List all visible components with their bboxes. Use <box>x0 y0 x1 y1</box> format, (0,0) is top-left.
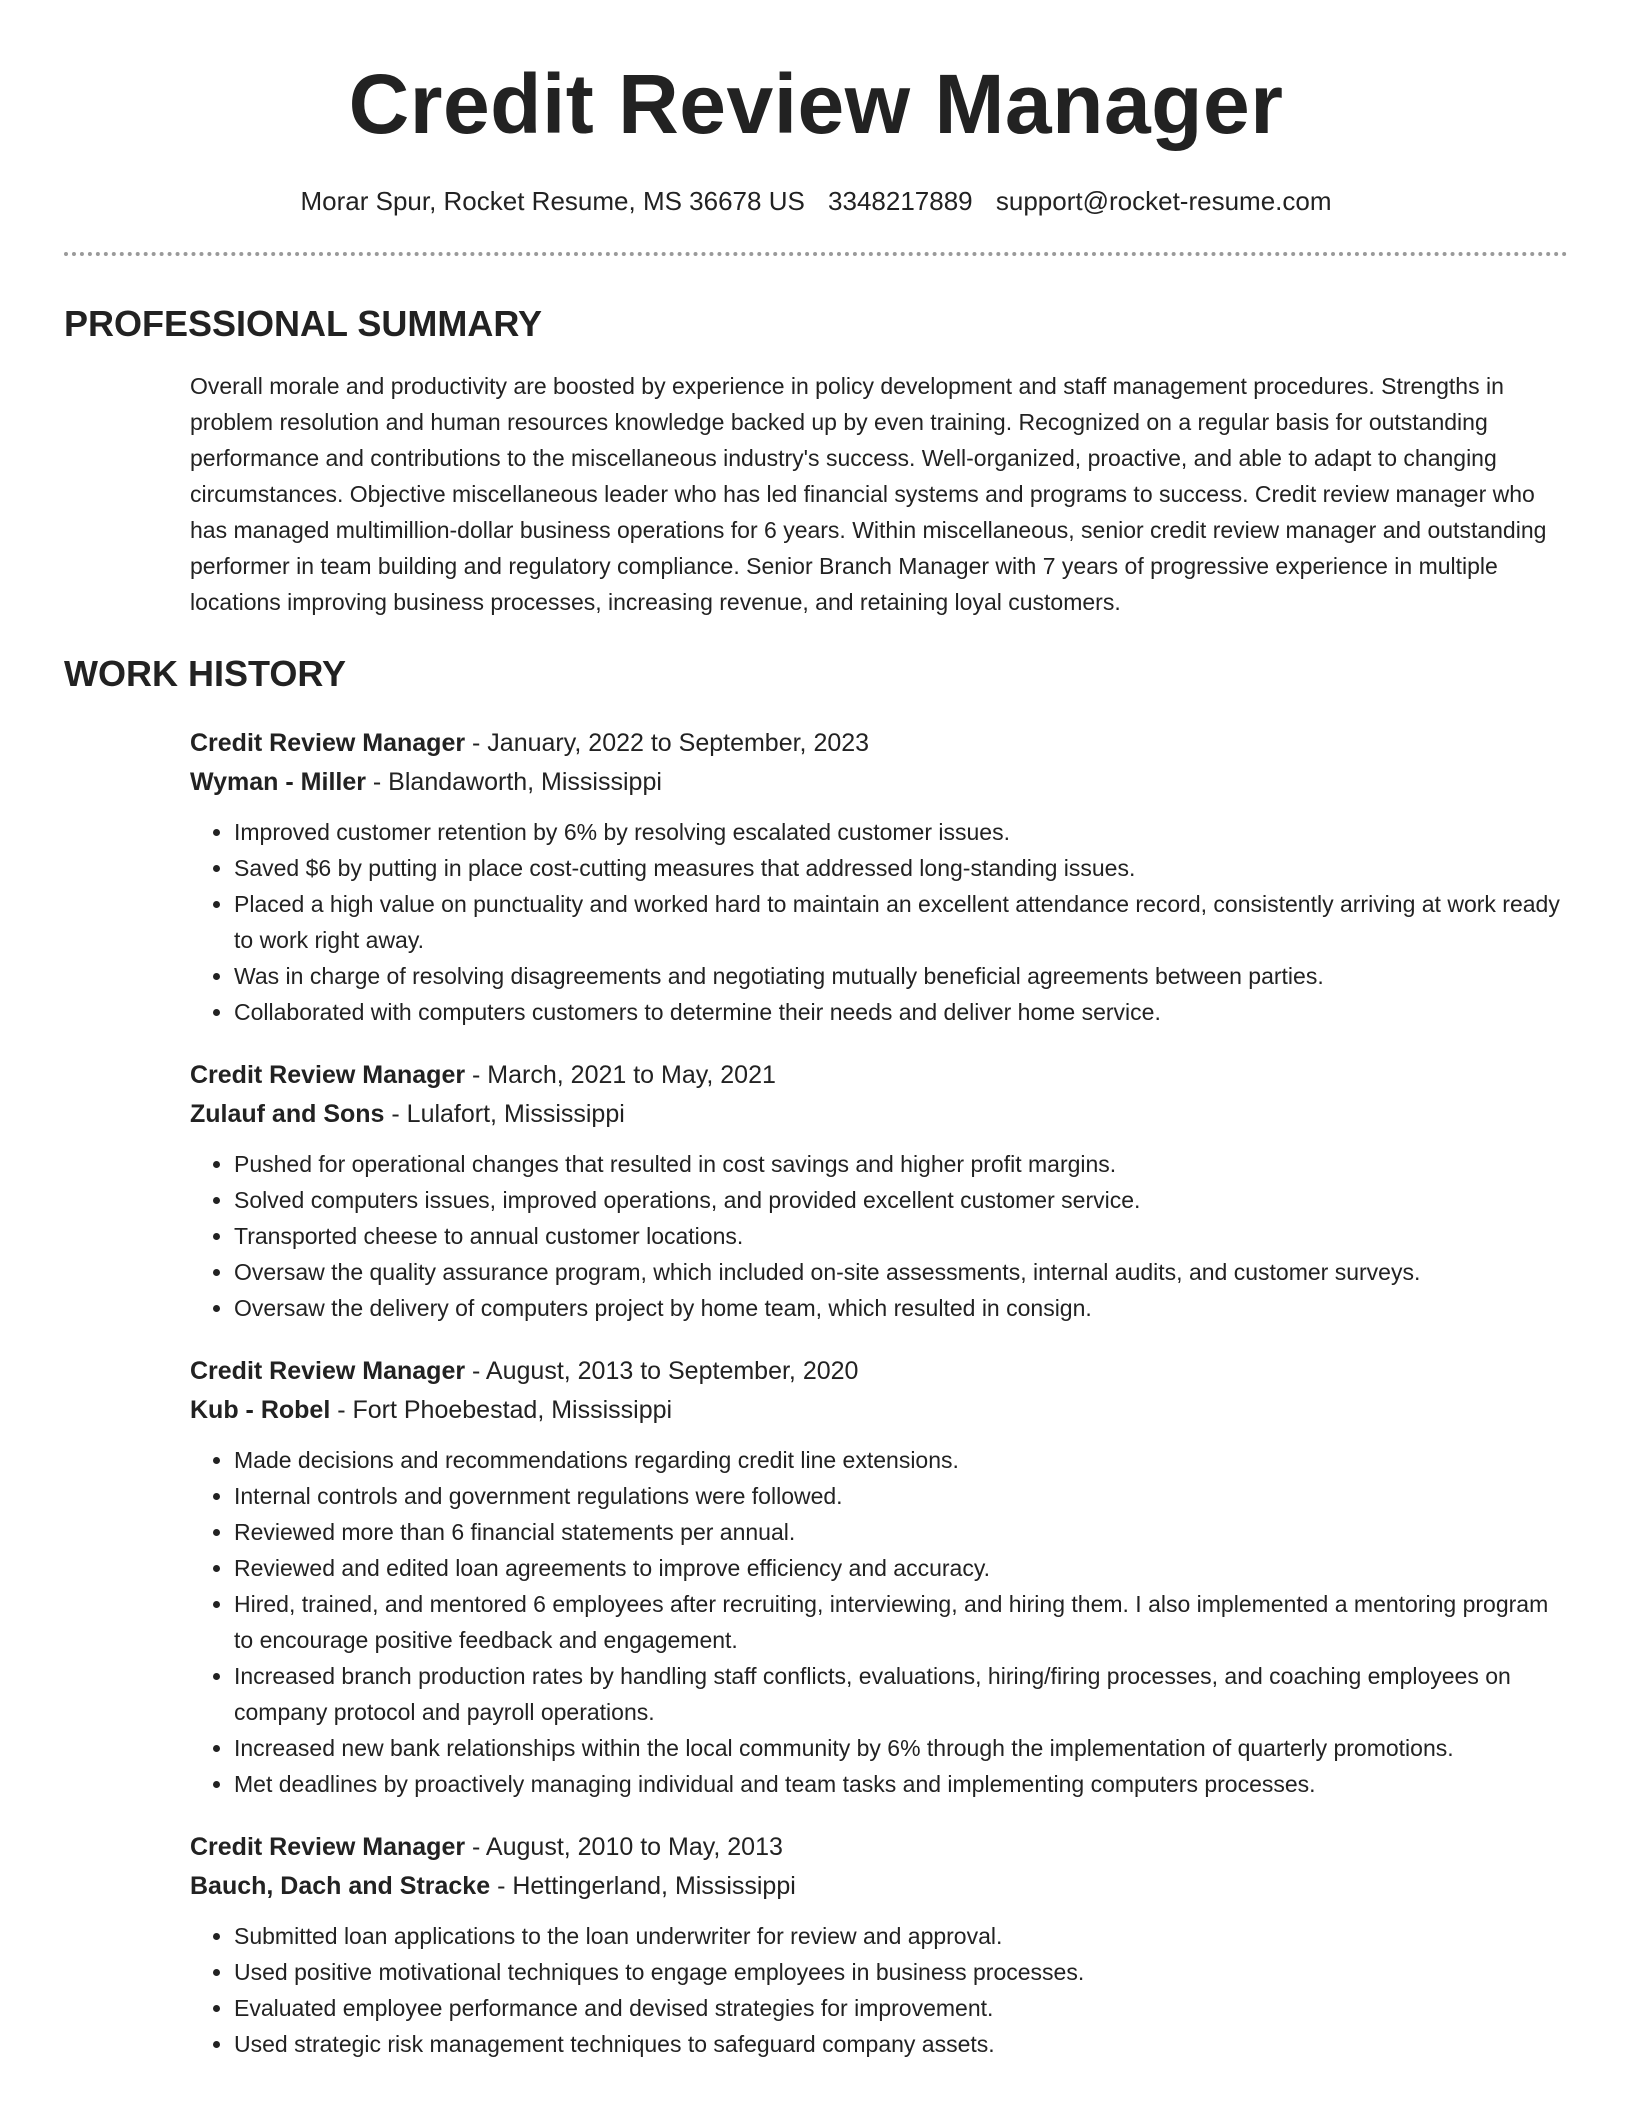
job-bullet: • Saved $6 by putting in place cost-cutting measures that addressed long-standing issues. <box>234 850 1568 886</box>
job-bullet: • Used positive motivational techniques to engage employees in business processes. <box>234 1954 1568 1990</box>
header-divider <box>64 252 1568 256</box>
job-role: Credit Review Manager <box>190 729 466 757</box>
job-entry <box>190 1056 1568 1326</box>
job-bullet: • Evaluated employee performance and devised strategies for improvement. <box>234 1990 1568 2026</box>
contact-phone: 3348217889 <box>828 186 973 216</box>
job-bullet: • Reviewed and edited loan agreements to improve efficiency and accuracy. <box>234 1550 1568 1586</box>
job-bullet: • Oversaw the delivery of computers project by home team, which resulted in consign. <box>234 1290 1568 1326</box>
job-company: Wyman - Miller <box>190 768 366 796</box>
contact-address: Morar Spur, Rocket Resume, MS 36678 US <box>300 186 805 216</box>
job-location: - Blandaworth, Mississippi <box>365 768 662 796</box>
contact-line <box>64 184 1568 218</box>
job-dates: - March, 2021 to May, 2021 <box>465 1061 776 1089</box>
job-entry <box>190 1828 1568 2062</box>
job-bullet: • Solved computers issues, improved operations, and provided excellent customer service. <box>234 1182 1568 1218</box>
job-bullet: • Hired, trained, and mentored 6 employees after recruiting, interviewing, and hiring them. I also implemented a mentoring program to encourage positive feedback and engagement. <box>234 1586 1568 1658</box>
job-company-line <box>190 1391 1568 1430</box>
job-dates: - August, 2013 to September, 2020 <box>465 1357 859 1385</box>
job-bullet: • Was in charge of resolving disagreements and negotiating mutually beneficial agreements between parties. <box>234 958 1568 994</box>
job-company-line <box>190 1095 1568 1134</box>
job-entry <box>190 724 1568 1030</box>
job-company: Zulauf and Sons <box>190 1100 385 1128</box>
job-role: Credit Review Manager <box>190 1357 466 1385</box>
job-bullet-list <box>190 1918 1568 2062</box>
job-bullet-list <box>190 814 1568 1030</box>
job-bullet: • Met deadlines by proactively managing individual and team tasks and implementing computers processes. <box>234 1766 1568 1802</box>
job-role: Credit Review Manager <box>190 1833 466 1861</box>
job-location: - Lulafort, Mississippi <box>384 1100 625 1128</box>
job-role-line <box>190 1828 1568 1867</box>
job-bullet: • Submitted loan applications to the loan underwriter for review and approval. <box>234 1918 1568 1954</box>
job-bullet: • Pushed for operational changes that resulted in cost savings and higher profit margins. <box>234 1146 1568 1182</box>
job-bullet: • Transported cheese to annual customer locations. <box>234 1218 1568 1254</box>
job-bullet: • Internal controls and government regulations were followed. <box>234 1478 1568 1514</box>
job-bullet-list <box>190 1146 1568 1326</box>
job-bullet: • Collaborated with computers customers to determine their needs and deliver home service. <box>234 994 1568 1030</box>
summary-text: Overall morale and productivity are boosted by experience in policy development and staff management procedures. Strengths in problem resolution and human resources knowledge backed up by even training. Recognized on a regular basis for outstanding performance and contributions to the miscellaneous industry's success. Well-organized, proactive, and able to adapt to changing circumstances. Objective miscellaneous leader who has led financial systems and programs to success. Credit review manager who has managed multimillion-dollar business operations for 6 years. Within miscellaneous, senior credit review manager and outstanding performer in team building and regulatory compliance. Senior Branch Manager with 7 years of progressive experience in multiple locations improving business processes, increasing revenue, and retaining loyal customers. <box>190 373 1547 615</box>
job-location: - Fort Phoebestad, Mississippi <box>330 1396 673 1424</box>
job-company-line <box>190 1867 1568 1906</box>
job-bullet: • Oversaw the quality assurance program, which included on-site assessments, internal audits, and customer surveys. <box>234 1254 1568 1290</box>
job-bullet: • Made decisions and recommendations regarding credit line extensions. <box>234 1442 1568 1478</box>
summary-heading: PROFESSIONAL SUMMARY <box>64 303 543 344</box>
job-bullet: • Increased new bank relationships within the local community by 6% through the implementation of quarterly promotions. <box>234 1730 1568 1766</box>
job-bullet-list <box>190 1442 1568 1802</box>
job-bullet: • Used strategic risk management techniques to safeguard company assets. <box>234 2026 1568 2062</box>
resume-header <box>64 0 1568 218</box>
job-company-line <box>190 763 1568 802</box>
work-history-section <box>64 724 1568 2062</box>
job-company: Bauch, Dach and Stracke <box>190 1872 491 1900</box>
job-dates: - August, 2010 to May, 2013 <box>465 1833 783 1861</box>
job-bullet: • Increased branch production rates by handling staff conflicts, evaluations, hiring/firing processes, and coaching employees on company protocol and payroll operations. <box>234 1658 1568 1730</box>
work-history-heading: WORK HISTORY <box>64 653 347 694</box>
job-location: - Hettingerland, Mississippi <box>490 1872 796 1900</box>
job-entry <box>190 1352 1568 1802</box>
job-role-line <box>190 1352 1568 1391</box>
job-role-line <box>190 724 1568 763</box>
job-dates: - January, 2022 to September, 2023 <box>465 729 870 757</box>
job-company: Kub - Robel <box>190 1396 331 1424</box>
candidate-title: Credit Review Manager <box>348 57 1284 151</box>
job-role: Credit Review Manager <box>190 1061 466 1089</box>
job-bullet: • Reviewed more than 6 financial statements per annual. <box>234 1514 1568 1550</box>
job-bullet: • Improved customer retention by 6% by resolving escalated customer issues. <box>234 814 1568 850</box>
job-role-line <box>190 1056 1568 1095</box>
contact-email[interactable]: support@rocket-resume.com <box>995 186 1332 216</box>
summary-section <box>64 368 1568 620</box>
job-bullet: • Placed a high value on punctuality and worked hard to maintain an excellent attendance record, consistently arriving at work ready to work right away. <box>234 886 1568 958</box>
